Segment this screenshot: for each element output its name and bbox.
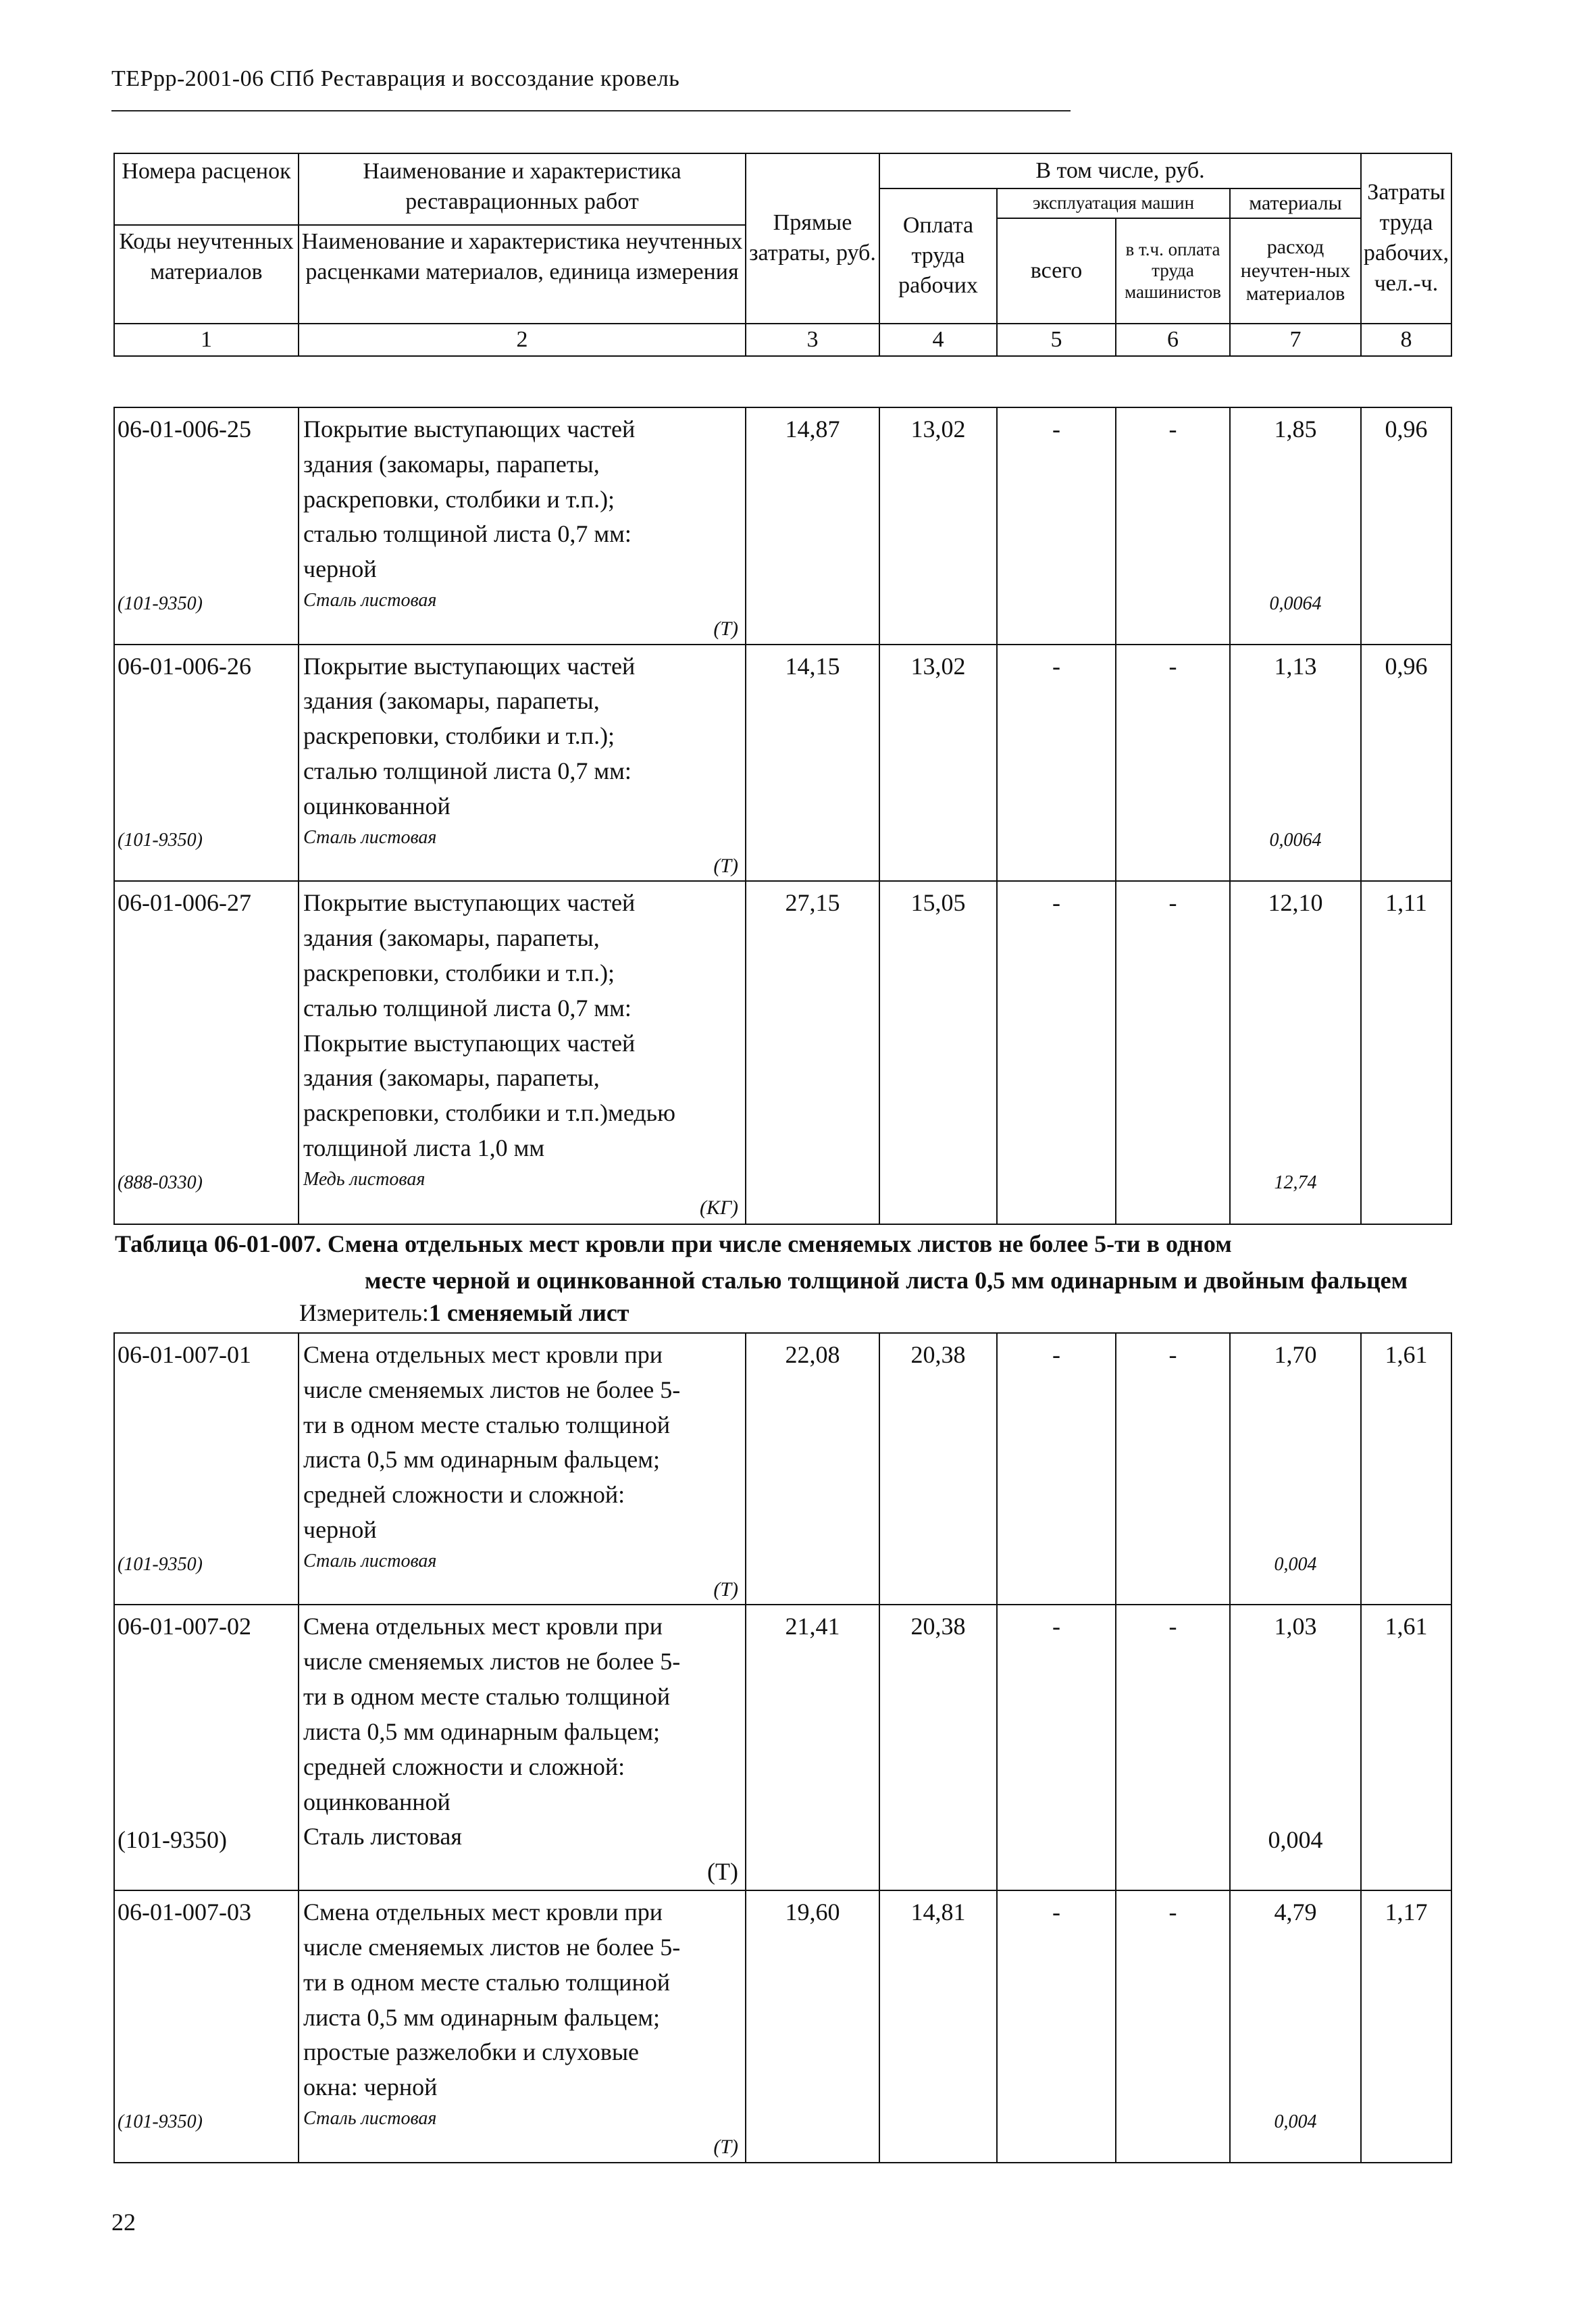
labor-hours: 1,61 [1361, 1333, 1451, 1605]
header-labor-hours: Затраты труда рабочих, чел.-ч. [1361, 153, 1451, 324]
header-num: 3 [746, 324, 879, 356]
work-name-line: Смена отдельных мест кровли при [303, 1341, 663, 1368]
direct-cost: 19,60 [746, 1890, 879, 2162]
unit-tag: (Т) [713, 2136, 738, 2159]
work-name-line: листа 0,5 мм одинарным фальцем; [303, 1446, 660, 1474]
header-machines-total: всего [997, 218, 1116, 324]
work-name-line: средней сложности и сложной: [303, 1753, 625, 1780]
measure-label: Измеритель: [299, 1299, 429, 1326]
materials-cost: 12,10 [1268, 889, 1323, 917]
machinists-pay: - [1116, 1605, 1230, 1890]
machinists-pay: - [1116, 645, 1230, 882]
header-rate-number: Номера расценок [114, 153, 299, 225]
header-material-codes: Коды неучтенных материалов [114, 225, 299, 324]
work-name-line: ти в одном месте сталью толщиной [303, 1411, 670, 1438]
material-code: (101-9350) [118, 2111, 203, 2132]
labor-pay: 14,81 [879, 1890, 997, 2162]
work-name-line: оцинкованной [303, 792, 451, 820]
direct-cost: 21,41 [746, 1605, 879, 1890]
work-name-line: раскреповки, столбики и т.п.)медью [303, 1099, 675, 1127]
machines-total: - [997, 1333, 1116, 1605]
material-code: (101-9350) [118, 593, 203, 614]
work-name-line: здания (закомары, парапеты, [303, 1064, 600, 1092]
direct-cost: 22,08 [746, 1333, 879, 1605]
materials-cell [1230, 881, 1361, 1224]
labor-hours: 1,61 [1361, 1605, 1451, 1890]
rate-code: 06-01-006-27 [118, 889, 251, 917]
work-name-line: раскреповки, столбики и т.п.); [303, 959, 615, 986]
labor-hours: 0,96 [1361, 645, 1451, 882]
name-cell [299, 407, 746, 645]
direct-cost: 27,15 [746, 881, 879, 1224]
header-num: 2 [299, 324, 746, 356]
work-name-line: оцинкованной [303, 1788, 451, 1815]
material-qty: 0,004 [1274, 1553, 1317, 1575]
unit-tag: (Т) [713, 855, 738, 878]
labor-pay: 13,02 [879, 645, 997, 882]
machinists-pay: - [1116, 881, 1230, 1224]
direct-cost: 14,15 [746, 645, 879, 882]
unit-tag: (Т) [707, 1858, 738, 1886]
rate-code: 06-01-007-03 [118, 1898, 251, 1926]
machines-total: - [997, 881, 1116, 1224]
direct-cost: 14,87 [746, 407, 879, 645]
rate-row [114, 1890, 1451, 2162]
header-unaccounted-materials: расход неучтен-ных материалов [1230, 218, 1361, 324]
header-work-name: Наименование и характеристика реставрационных работ [299, 153, 746, 225]
unit-tag: (Т) [713, 618, 738, 640]
material-name: Сталь листовая [303, 1823, 462, 1851]
labor-pay: 20,38 [879, 1333, 997, 1605]
measure-value: 1 сменяемый лист [428, 1299, 629, 1326]
material-qty: 0,0064 [1269, 593, 1322, 614]
header-materials: материалы [1230, 188, 1361, 218]
labor-hours: 0,96 [1361, 407, 1451, 645]
unit-tag: (КГ) [700, 1197, 738, 1219]
work-name-line: черной [303, 555, 377, 583]
machines-total: - [997, 407, 1116, 645]
materials-cell [1230, 1605, 1361, 1890]
material-code: (101-9350) [118, 1826, 227, 1854]
labor-pay: 15,05 [879, 881, 997, 1224]
work-name-line: Покрытие выступающих частей [303, 652, 636, 680]
machinists-pay: - [1116, 1890, 1230, 2162]
work-name-line: числе сменяемых листов не более 5- [303, 1933, 681, 1961]
material-name: Сталь листовая [303, 590, 437, 611]
work-name-line: Покрытие выступающих частей [303, 889, 636, 917]
work-name-line: числе сменяемых листов не более 5- [303, 1376, 681, 1403]
material-code: (101-9350) [118, 830, 203, 851]
material-qty: 12,74 [1274, 1172, 1317, 1194]
rate-row [114, 881, 1451, 1224]
materials-cost: 1,85 [1274, 416, 1317, 443]
material-name: Сталь листовая [303, 826, 437, 848]
rates-table-007 [113, 1332, 1452, 2163]
rate-code: 06-01-007-02 [118, 1613, 251, 1640]
work-name-line: окна: черной [303, 2073, 438, 2101]
code-cell [114, 1890, 299, 2162]
material-qty: 0,004 [1274, 2111, 1317, 2132]
material-name: Сталь листовая [303, 1550, 437, 1571]
name-cell [299, 1890, 746, 2162]
unit-tag: (Т) [713, 1578, 738, 1601]
machines-total: - [997, 645, 1116, 882]
material-qty: 0,004 [1268, 1826, 1323, 1854]
work-name-line: простые разжелобки и слуховые [303, 2038, 640, 2066]
work-name-line: раскреповки, столбики и т.п.); [303, 485, 615, 513]
materials-cell [1230, 645, 1361, 882]
material-name: Медь листовая [303, 1168, 426, 1190]
rate-code: 06-01-006-25 [118, 416, 251, 443]
work-name-line: здания (закомары, парапеты, [303, 450, 600, 478]
name-cell [299, 1333, 746, 1605]
material-name: Сталь листовая [303, 2108, 437, 2130]
labor-pay: 20,38 [879, 1605, 997, 1890]
code-cell [114, 1605, 299, 1890]
work-name-line: здания (закомары, парапеты, [303, 924, 600, 952]
header-num: 5 [997, 324, 1116, 356]
material-code: (888-0330) [118, 1172, 203, 1194]
work-name-line: ти в одном месте сталью толщиной [303, 1683, 670, 1711]
machinists-pay: - [1116, 1333, 1230, 1605]
header-num: 4 [879, 324, 997, 356]
name-cell [299, 645, 746, 882]
work-name-line: Смена отдельных мест кровли при [303, 1898, 663, 1926]
materials-cell [1230, 407, 1361, 645]
code-cell [114, 407, 299, 645]
materials-cell [1230, 1890, 1361, 2162]
materials-cost: 1,70 [1274, 1341, 1317, 1368]
work-name-line: здания (закомары, парапеты, [303, 687, 600, 715]
header-including-group: В том числе, руб. [879, 153, 1361, 188]
machines-total: - [997, 1890, 1116, 2162]
machinists-pay: - [1116, 407, 1230, 645]
work-name-line: средней сложности и сложной: [303, 1481, 625, 1509]
header-num: 6 [1116, 324, 1230, 356]
work-name-line: сталью толщиной листа 0,7 мм: [303, 757, 632, 785]
rates-table-006 [113, 407, 1452, 1225]
rate-row [114, 407, 1451, 645]
work-name-line: сталью толщиной листа 0,7 мм: [303, 994, 632, 1022]
materials-cost: 4,79 [1274, 1898, 1317, 1926]
code-cell [114, 1333, 299, 1605]
page-number: 22 [111, 2209, 136, 2236]
material-qty: 0,0064 [1269, 830, 1322, 851]
header-num: 1 [114, 324, 299, 356]
code-cell [114, 881, 299, 1224]
table-title-line1: Таблица 06-01-007. Смена отдельных мест кровли при числе сменяемых листов не более 5-ти в одном [115, 1230, 1232, 1257]
work-name-line: ти в одном месте сталью толщиной [303, 1968, 670, 1996]
rate-code: 06-01-006-26 [118, 652, 251, 680]
work-name-line: Покрытие выступающих частей [303, 416, 636, 443]
header-num: 8 [1361, 324, 1451, 356]
rate-row [114, 1333, 1451, 1605]
code-cell [114, 645, 299, 882]
work-name-line: Смена отдельных мест кровли при [303, 1613, 663, 1640]
header-material-name: Наименование и характеристика неучтенных расценками материалов, единица измерения [299, 225, 746, 324]
materials-cost: 1,13 [1274, 652, 1317, 680]
labor-pay: 13,02 [879, 407, 997, 645]
rate-code: 06-01-007-01 [118, 1341, 251, 1368]
work-name-line: черной [303, 1516, 377, 1544]
material-code: (101-9350) [118, 1553, 203, 1575]
rate-row [114, 645, 1451, 882]
work-name-line: листа 0,5 мм одинарным фальцем; [303, 2003, 660, 2031]
name-cell [299, 1605, 746, 1890]
header-labor-pay: Оплата труда рабочих [879, 188, 997, 324]
table-title-line2: месте черной и оцинкованной сталью толщиной листа 0,5 мм одинарным и двойным фальцем [365, 1267, 1408, 1294]
work-name-line: Покрытие выступающих частей [303, 1029, 636, 1057]
materials-cell [1230, 1333, 1361, 1605]
measure-unit [299, 1299, 629, 1327]
work-name-line: числе сменяемых листов не более 5- [303, 1648, 681, 1676]
header-machinists-pay: в т.ч. оплата труда машинистов [1116, 218, 1230, 324]
labor-hours: 1,17 [1361, 1890, 1451, 2162]
work-name-line: сталью толщиной листа 0,7 мм: [303, 520, 632, 548]
header-num: 7 [1230, 324, 1361, 356]
work-name-line: толщиной листа 1,0 мм [303, 1134, 545, 1162]
table-title [115, 1226, 1459, 1299]
work-name-line: листа 0,5 мм одинарным фальцем; [303, 1717, 660, 1745]
rate-row [114, 1605, 1451, 1890]
materials-cost: 1,03 [1274, 1613, 1317, 1640]
header-machines: эксплуатация машин [997, 188, 1230, 218]
machines-total: - [997, 1605, 1116, 1890]
running-head: ТЕРрр-2001-06 СПб Реставрация и воссоздание кровель [111, 66, 680, 91]
work-name-line: раскреповки, столбики и т.п.); [303, 722, 615, 750]
name-cell [299, 881, 746, 1224]
header-direct-costs: Прямые затраты, руб. [746, 153, 879, 324]
column-header-table [113, 153, 1452, 357]
header-rule [111, 110, 1071, 111]
labor-hours: 1,11 [1361, 881, 1451, 1224]
